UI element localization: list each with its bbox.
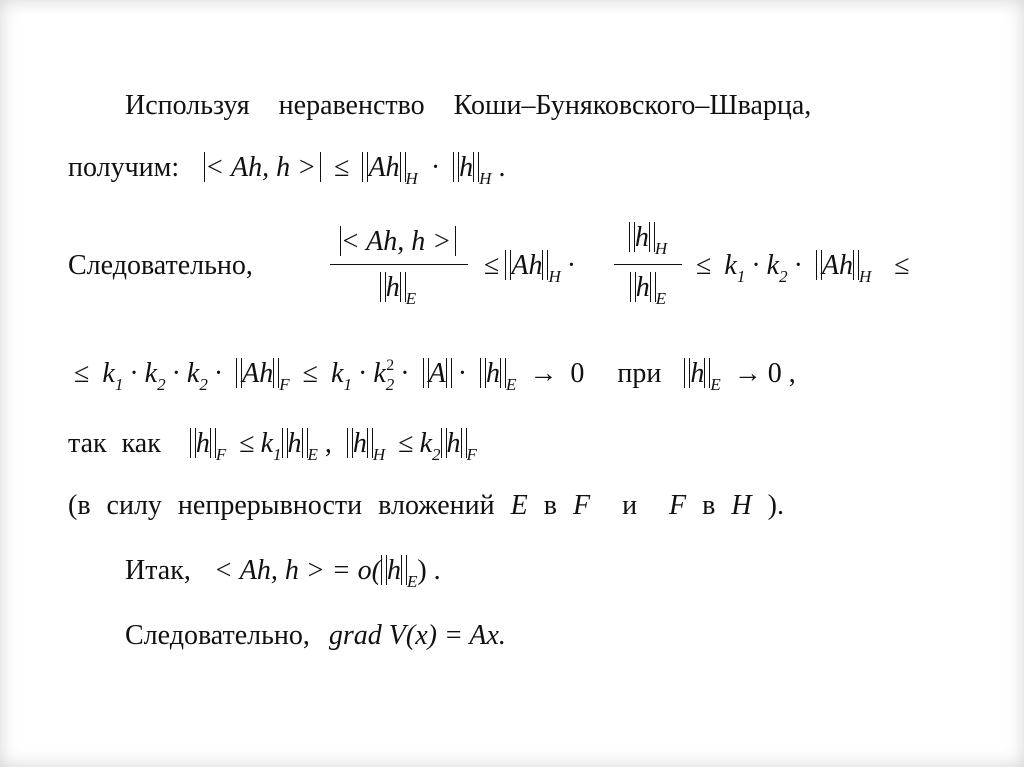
line7-prefix: Итак,: [125, 555, 191, 586]
word-pri: при: [617, 358, 662, 389]
fraction-1-numerator: < Ah, h >: [328, 226, 468, 258]
text-line-8: [125, 622, 506, 650]
text-line-7: Итак, < Ah, h > = o( h $_E$) .: [125, 555, 441, 591]
grad-expression: grad V(x) = Ax.: [328, 620, 506, 651]
line5-prefix: так как: [68, 428, 161, 459]
line3-middle: ≤ Ah $_H$ ·: [484, 250, 577, 286]
line8-prefix: Следовательно,: [125, 620, 310, 651]
text-line-4: ≤ $k_1 \cdot k_2 \cdot k_2 \cdot Ah$ $_F \le k_1 \cdot k_2^2 \cdot A \cdot h$ $_E$ → 0 при h $_E$ → 0 ,: [74, 357, 796, 394]
text-line-1: Используя неравенство Коши–Буняковского–Шварца,: [125, 90, 812, 121]
line2-prefix: получим:: [68, 152, 180, 183]
fraction-2-numerator: h $_H$: [612, 222, 684, 259]
inequality-cbs: < Ah, h > ≤ Ah $_H$ · h $_H$ .: [205, 152, 506, 188]
fraction-2-bar: [614, 264, 682, 265]
fraction-1-bar: [330, 264, 468, 265]
text-line-2: [68, 152, 505, 187]
fraction-2-denominator: h $_E$: [612, 272, 684, 309]
fraction-1-denominator: h $_E$: [328, 272, 468, 309]
line3-prefix: Следовательно,: [68, 250, 253, 281]
text-line-6: (в силу непрерывности вложений E в F и F в H ).: [68, 490, 784, 521]
line3-right: ≤ $k_1 \cdot k_2 \cdot Ah$ $_H$ ≤: [696, 250, 910, 286]
text-line-5: так как h $_F \le k_1$ h $_E$ , h $_H \le k_2$ h $_F$: [68, 428, 477, 464]
